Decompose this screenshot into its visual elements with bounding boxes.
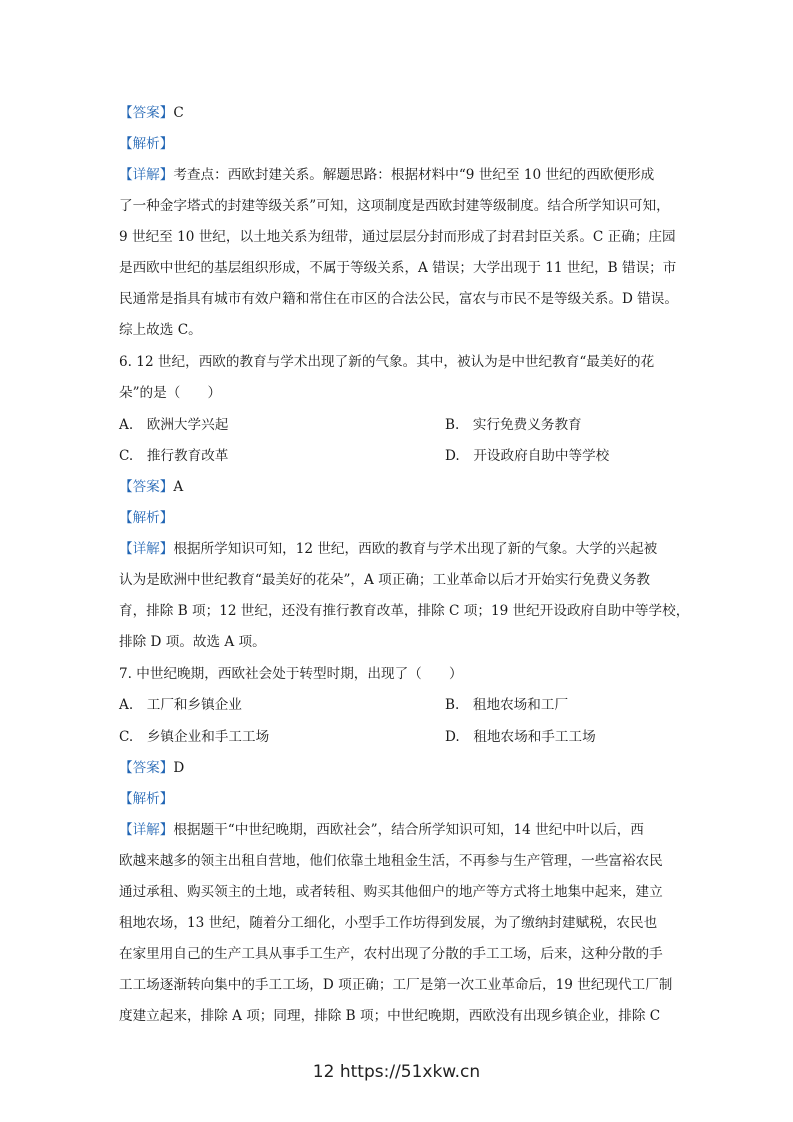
q5-detail-line-4: 是西欧中世纪的基层组织形成，不属于等级关系，A 错误；大学出现于 11 世纪，B 错误；市	[119, 260, 677, 276]
answer-tag: 【答案】	[119, 760, 174, 776]
analysis-tag: 【解析】	[119, 136, 174, 152]
q7-detail-line-1	[119, 821, 679, 839]
q6-analysis-line	[119, 509, 679, 527]
q6-detail-text: 根据所学知识可知，12 世纪，西欧的教育与学术出现了新的气象。大学的兴起被	[173, 541, 658, 557]
q6-stem-line-1: 6. 12 世纪，西欧的教育与学术出现了新的气象。其中，被认为是中世纪教育“最美好的花	[119, 354, 655, 370]
q5-detail-line-1	[119, 166, 679, 184]
detail-tag: 【详解】	[119, 167, 174, 183]
q5-answer-line	[119, 104, 679, 122]
q7-option-b: B. 租地农场和工厂	[445, 697, 569, 713]
q6-stem-line-2: 朵”的是（ ）	[119, 385, 222, 401]
q5-detail-text: 考查点：西欧封建关系。解题思路：根据材料中“9 世纪至 10 世纪的西欧便形成	[173, 167, 655, 183]
q7-detail-text: 根据题干“中世纪晚期，西欧社会”，结合所学知识可知，14 世纪中叶以后，西	[173, 822, 644, 838]
q7-detail-line-2: 欧越来越多的领主出租自营地，他们依靠土地租金生活，不再参与生产管理，一些富裕农民	[119, 853, 663, 869]
q6-option-d: D. 开设政府自助中等学校	[445, 448, 610, 464]
q6-detail-line-2: 认为是欧洲中世纪教育“最美好的花朵”，A 项正确；工业革命以后才开始实行免费义务教	[119, 572, 651, 588]
q6-answer-line	[119, 478, 679, 496]
q7-detail-line-5: 在家里用自己的生产工具从事手工生产，农村出现了分散的手工工场，后来，这种分散的手	[119, 946, 663, 962]
q7-stem: 7. 中世纪晚期，西欧社会处于转型时期，出现了（ ）	[119, 666, 463, 682]
detail-tag: 【详解】	[119, 822, 174, 838]
q7-analysis-line	[119, 790, 679, 808]
q5-analysis-line	[119, 135, 679, 153]
q6-option-c: C. 推行教育改革	[119, 448, 229, 464]
q7-detail-line-7: 度建立起来，排除 A 项；同理，排除 B 项；中世纪晚期，西欧没有出现乡镇企业，排除 C	[119, 1008, 661, 1024]
answer-tag: 【答案】	[119, 479, 174, 495]
analysis-tag: 【解析】	[119, 791, 174, 807]
q5-answer: C	[173, 105, 184, 121]
analysis-tag: 【解析】	[119, 510, 174, 526]
q5-detail-line-3: 9 世纪至 10 世纪，以土地关系为纽带，通过层层分封而形成了封君封臣关系。C 正确；庄园	[119, 229, 676, 245]
q7-detail-line-6: 工工场逐渐转向集中的手工工场，D 项正确；工厂是第一次工业革命后，19 世纪现代工厂制	[119, 977, 673, 993]
q5-detail-line-2: 了一种金字塔式的封建等级关系”可知，这项制度是西欧封建等级制度。结合所学知识可知，	[119, 198, 670, 214]
q6-option-a: A. 欧洲大学兴起	[119, 417, 229, 433]
q6-answer: A	[173, 479, 184, 495]
q7-option-a: A. 工厂和乡镇企业	[119, 697, 242, 713]
q5-detail-line-5: 民通常是指具有城市有效户籍和常住在市区的合法公民，富农与市民不是等级关系。D 错误。	[119, 291, 678, 307]
q6-detail-line-3: 育，排除 B 项；12 世纪，还没有推行教育改革，排除 C 项；19 世纪开设政府自助中等学校，	[119, 603, 690, 619]
page-footer: 12 https://51xkw.cn	[312, 1062, 481, 1082]
q7-answer: D	[173, 760, 185, 776]
q7-detail-line-4: 租地农场，13 世纪，随着分工细化，小型手工作坊得到发展，为了缴纳封建赋税，农民也	[119, 915, 658, 931]
detail-tag: 【详解】	[119, 541, 174, 557]
q7-detail-line-3: 通过承租、购买领主的土地，或者转租、购买其他佃户的地产等方式将土地集中起来，建立	[119, 884, 663, 900]
answer-tag: 【答案】	[119, 105, 174, 121]
q5-detail-line-6: 综上故选 C。	[119, 322, 202, 338]
q6-option-b: B. 实行免费义务教育	[445, 417, 582, 433]
q6-detail-line-1	[119, 540, 679, 558]
q7-option-c: C. 乡镇企业和手工工场	[119, 729, 270, 745]
q7-answer-line	[119, 759, 679, 777]
q6-detail-line-4: 排除 D 项。故选 A 项。	[119, 634, 266, 650]
q7-option-d: D. 租地农场和手工工场	[445, 729, 596, 745]
